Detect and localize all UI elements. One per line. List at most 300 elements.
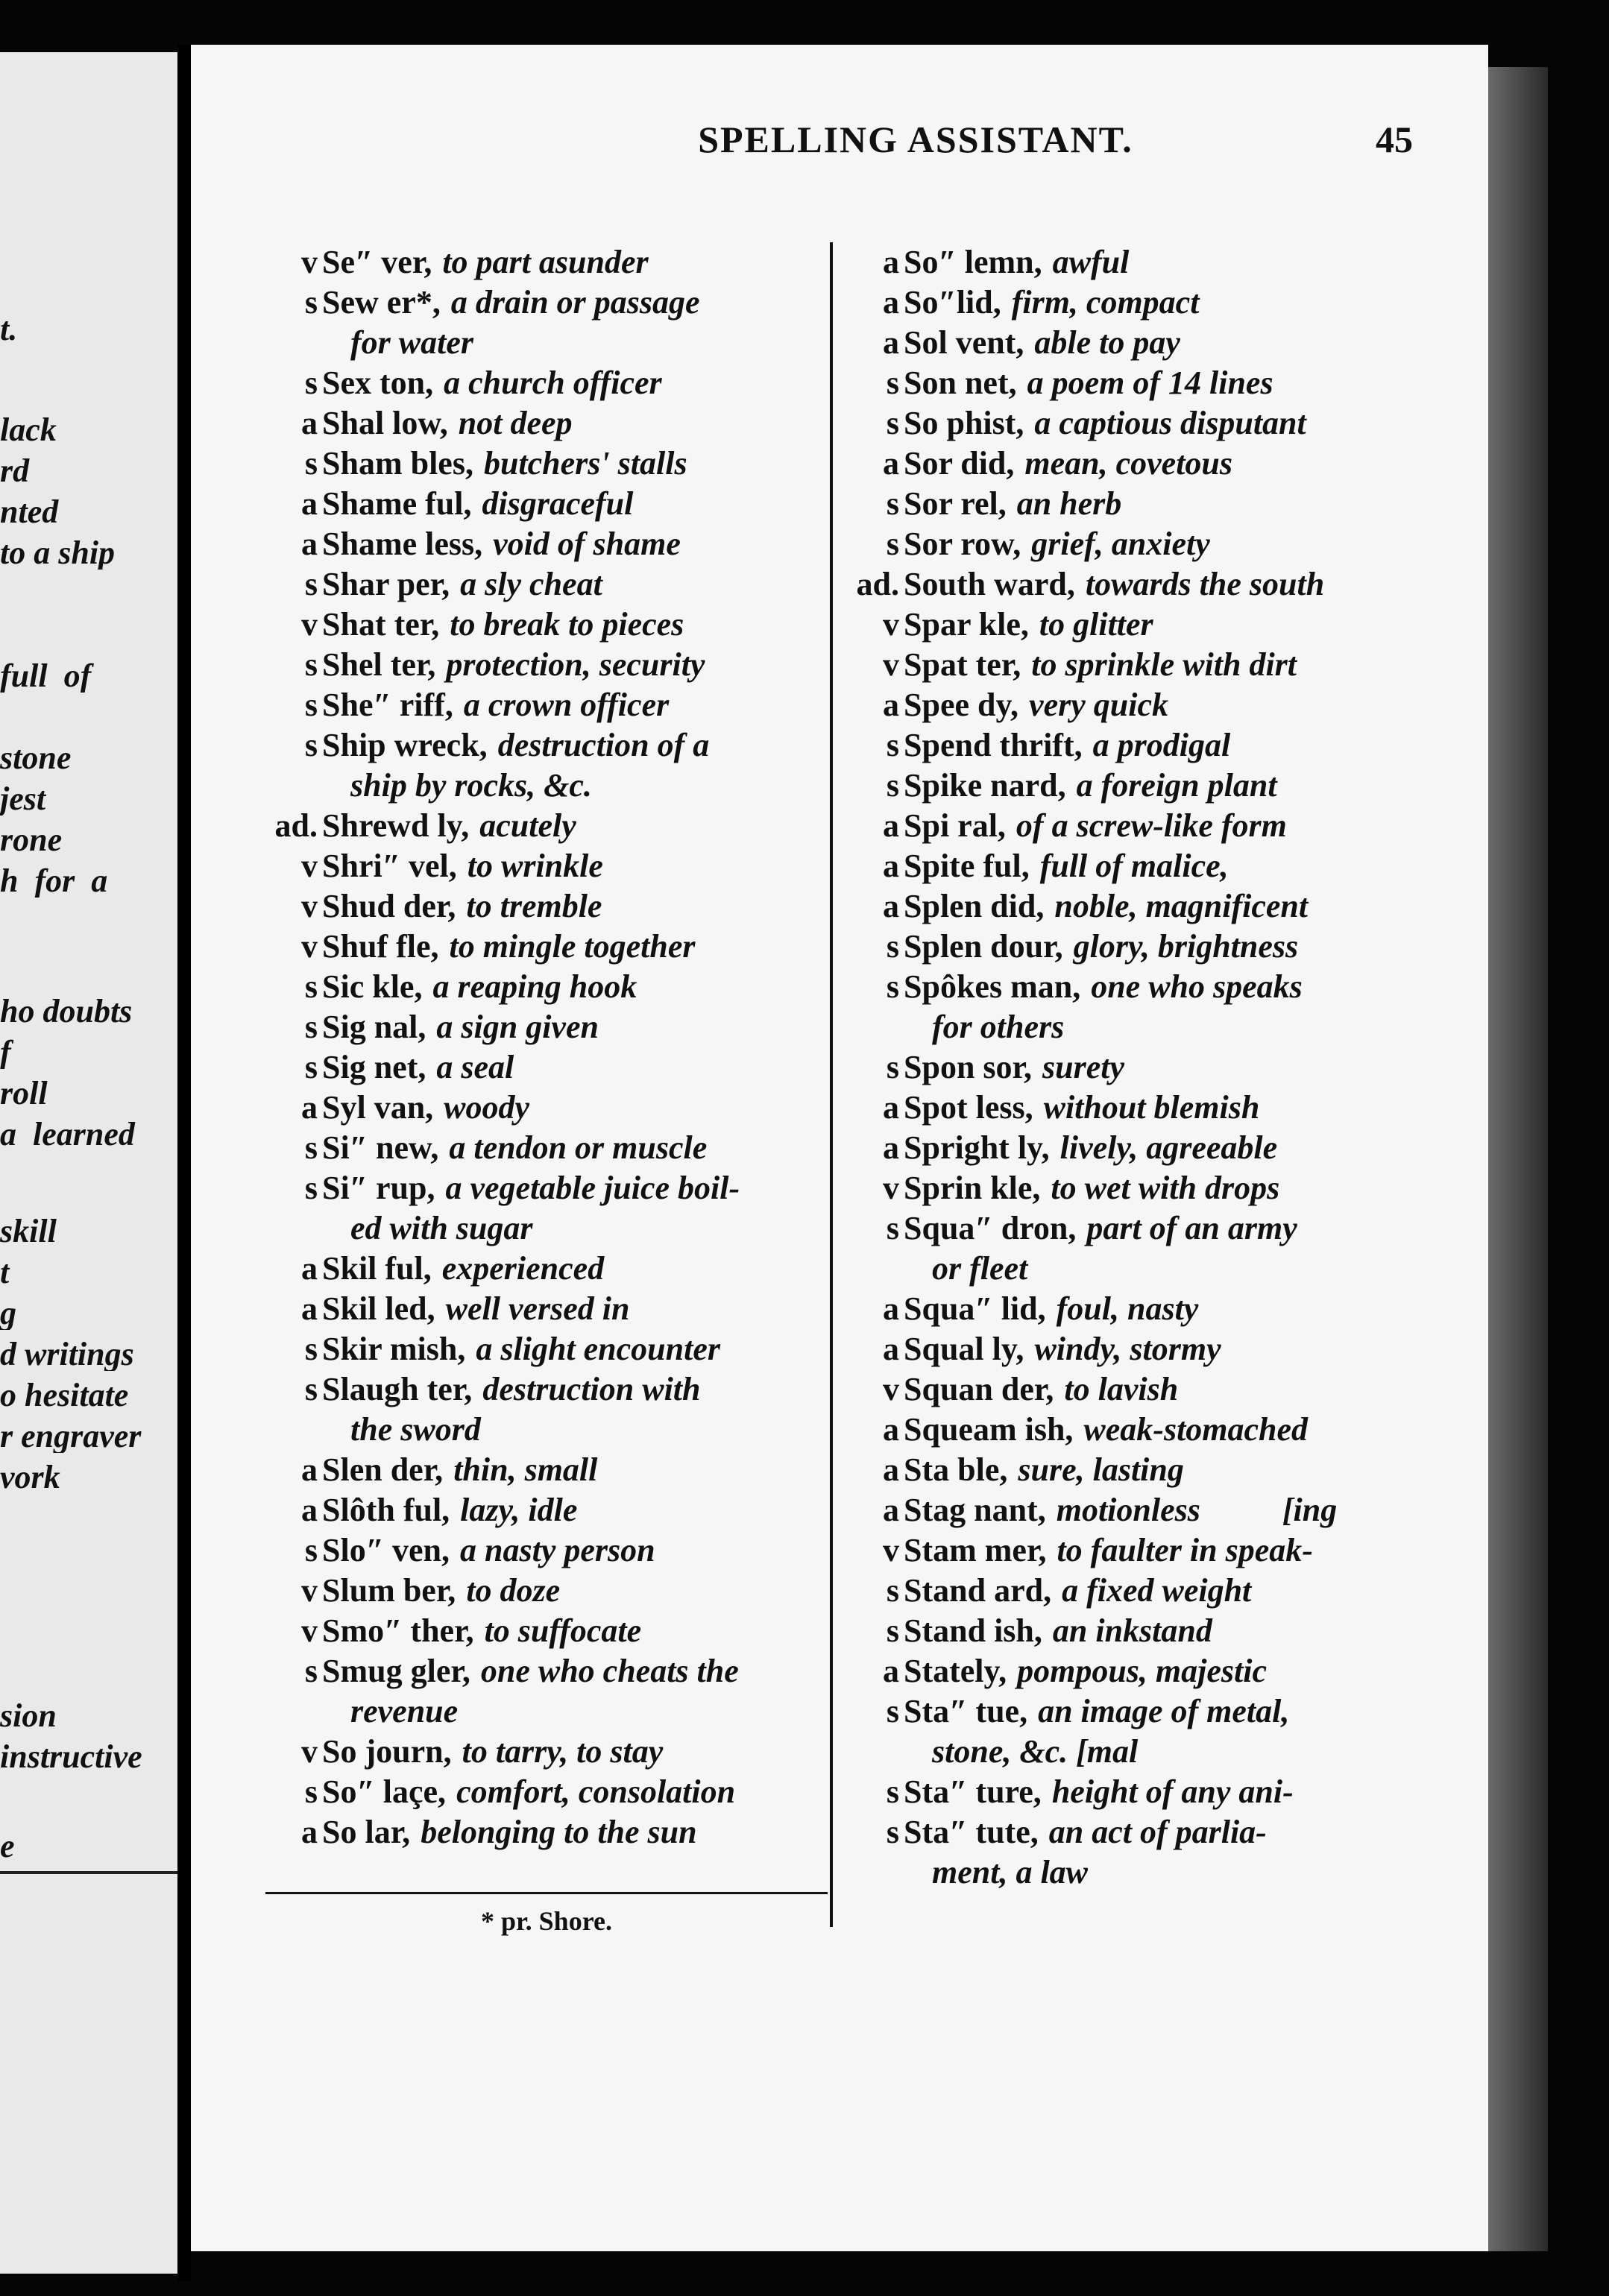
left-page-fragment: d writings — [0, 1338, 134, 1371]
headword: Sor did, — [904, 445, 1015, 482]
headword: Sprin kle, — [904, 1170, 1041, 1206]
part-of-speech: s — [886, 1612, 899, 1649]
dictionary-entry — [254, 1047, 828, 1088]
part-of-speech: a — [883, 1653, 899, 1689]
headword: Sig nal, — [322, 1009, 426, 1045]
part-of-speech: a — [883, 324, 899, 361]
definition: a captious disputant — [1034, 405, 1306, 441]
dictionary-entry — [835, 605, 1402, 645]
definition: a church officer — [444, 365, 662, 401]
part-of-speech: a — [883, 1331, 899, 1367]
headword: Son net, — [904, 365, 1017, 401]
part-of-speech: v — [301, 606, 318, 643]
headword: Sor row, — [904, 526, 1021, 562]
headword: Ship wreck, — [322, 727, 488, 763]
part-of-speech: s — [886, 968, 899, 1005]
part-of-speech: a — [883, 1089, 899, 1126]
part-of-speech: a — [301, 1290, 318, 1327]
dictionary-entry — [835, 1651, 1402, 1691]
dictionary-entry — [835, 725, 1402, 766]
dictionary-entry — [835, 1208, 1402, 1249]
headword: So lar, — [322, 1814, 411, 1850]
part-of-speech: s — [886, 405, 899, 441]
headword: Sic kle, — [322, 968, 423, 1005]
definition: woody — [444, 1089, 530, 1126]
headword: Syl van, — [322, 1089, 434, 1126]
definition: to lavish — [1064, 1371, 1179, 1407]
definition: a vegetable juice boil- — [445, 1170, 740, 1206]
part-of-speech: v — [301, 1733, 318, 1770]
dictionary-entry — [835, 685, 1402, 725]
headword: Skil ful, — [322, 1250, 432, 1287]
part-of-speech: v — [883, 1371, 899, 1407]
definition: glory, brightness — [1073, 928, 1299, 965]
definition: able to pay — [1034, 324, 1180, 361]
part-of-speech: s — [304, 284, 318, 321]
headword: Slo″ ven, — [322, 1532, 450, 1568]
definition: to mingle together — [449, 928, 696, 965]
definition: disgraceful — [482, 485, 634, 522]
dictionary-entry — [835, 524, 1402, 564]
part-of-speech: v — [301, 1612, 318, 1649]
definition: thin, small — [453, 1451, 598, 1488]
binding-gutter — [177, 45, 191, 2281]
definition: very quick — [1029, 687, 1168, 723]
definition: comfort, consolation — [456, 1773, 736, 1810]
definition: grief, anxiety — [1031, 526, 1210, 562]
definition: lively, agreeable — [1059, 1129, 1278, 1166]
dictionary-entry — [254, 484, 828, 524]
dictionary-entry — [254, 1571, 828, 1611]
part-of-speech: s — [304, 1170, 318, 1206]
definition: one who speaks — [1091, 968, 1303, 1005]
dictionary-entry — [835, 1168, 1402, 1208]
page-number: 45 — [1376, 119, 1413, 160]
part-of-speech: v — [301, 1572, 318, 1609]
headword: Stag nant, — [904, 1492, 1046, 1528]
part-of-speech: a — [301, 1250, 318, 1287]
definition: a tendon or muscle — [449, 1129, 708, 1166]
dictionary-entry — [254, 524, 828, 564]
headword: Sta″ ture, — [904, 1773, 1042, 1810]
part-of-speech: s — [304, 727, 318, 763]
left-page-fragment: vork — [0, 1461, 60, 1494]
page-header — [191, 118, 1488, 170]
headword: So″lid, — [904, 284, 1001, 321]
definition: without blemish — [1043, 1089, 1260, 1126]
part-of-speech: s — [886, 365, 899, 401]
definition: to suffocate — [484, 1612, 642, 1649]
definition: a crown officer — [463, 687, 670, 723]
part-of-speech: v — [301, 888, 318, 924]
definition: belonging to the sun — [421, 1814, 697, 1850]
entry-continuation — [254, 1691, 828, 1732]
part-of-speech: s — [304, 445, 318, 482]
part-of-speech: a — [883, 1129, 899, 1166]
entry-continuation — [254, 766, 828, 806]
definition: to tremble — [466, 888, 602, 924]
dictionary-entry — [835, 403, 1402, 444]
part-of-speech: a — [301, 405, 318, 441]
definition: an herb — [1016, 485, 1122, 522]
footnote-rule — [265, 1892, 828, 1894]
dictionary-entry — [835, 1450, 1402, 1490]
part-of-speech: s — [886, 1210, 899, 1246]
dictionary-entry — [254, 283, 828, 323]
definition: to break to pieces — [450, 606, 684, 643]
definition: to glitter — [1039, 606, 1153, 643]
headword: Splen did, — [904, 888, 1045, 924]
headword: Shal low, — [322, 405, 448, 441]
part-of-speech: a — [301, 1089, 318, 1126]
dictionary-entry — [835, 1691, 1402, 1732]
part-of-speech: s — [886, 1693, 899, 1729]
definition: towards the south — [1085, 566, 1325, 602]
part-of-speech: a — [883, 807, 899, 844]
part-of-speech: a — [301, 526, 318, 562]
dictionary-entry — [835, 484, 1402, 524]
headword: Shel ter, — [322, 646, 436, 683]
entry-continuation — [254, 323, 828, 363]
dictionary-entry — [835, 1571, 1402, 1611]
headword: Squal ly, — [904, 1331, 1024, 1367]
headword: Stand ish, — [904, 1612, 1042, 1649]
headword: Sol vent, — [904, 324, 1024, 361]
part-of-speech: s — [304, 646, 318, 683]
headword: Stand ard, — [904, 1572, 1052, 1609]
definition: surety — [1042, 1049, 1125, 1085]
headword: Stam mer, — [904, 1532, 1047, 1568]
dictionary-entry — [254, 886, 828, 927]
definition: to wet with drops — [1051, 1170, 1280, 1206]
continuation-text: ship by rocks, &c. — [350, 767, 592, 804]
continuation-text: ment, a law — [932, 1854, 1089, 1890]
definition: a nasty person — [460, 1532, 655, 1568]
definition: pompous, majestic — [1017, 1653, 1268, 1689]
entry-continuation — [835, 1249, 1402, 1289]
definition: full of malice, — [1039, 848, 1229, 884]
headword: Squa″ lid, — [904, 1290, 1046, 1327]
part-of-speech: a — [883, 1451, 899, 1488]
definition: a poem of 14 lines — [1027, 365, 1273, 401]
left-page-fragment: t — [0, 1256, 10, 1289]
definition: height of any ani- — [1051, 1773, 1294, 1810]
part-of-speech: a — [883, 1492, 899, 1528]
headword: Skil led, — [322, 1290, 435, 1327]
entry-continuation — [835, 1732, 1402, 1772]
definition: protection, security — [446, 646, 705, 683]
headword: Sta ble, — [904, 1451, 1008, 1488]
part-of-speech: v — [301, 848, 318, 884]
entry-continuation — [254, 1410, 828, 1450]
part-of-speech: s — [886, 485, 899, 522]
dictionary-entry — [835, 283, 1402, 323]
dictionary-entry — [254, 1611, 828, 1651]
definition: destruction with — [482, 1371, 701, 1407]
headword: Shame ful, — [322, 485, 472, 522]
dictionary-entry — [254, 1732, 828, 1772]
headword: Slaugh ter, — [322, 1371, 473, 1407]
dictionary-entry — [254, 564, 828, 605]
headword: Splen dour, — [904, 928, 1063, 965]
dictionary-entry — [254, 242, 828, 283]
part-of-speech: a — [301, 485, 318, 522]
column-rule — [830, 242, 833, 1927]
continuation-text: for others — [932, 1009, 1065, 1045]
headword: Sta″ tute, — [904, 1814, 1039, 1850]
entry-continuation — [254, 1208, 828, 1249]
headword: Smo″ ther, — [322, 1612, 474, 1649]
dictionary-entry — [254, 1651, 828, 1691]
headword: Stately, — [904, 1653, 1007, 1689]
dictionary-entry — [254, 927, 828, 967]
left-page-fragment: roll — [0, 1077, 48, 1110]
part-of-speech: a — [883, 244, 899, 280]
left-page-fragment: o hesitate — [0, 1379, 129, 1412]
definition: to faulter in speak- — [1057, 1532, 1313, 1568]
part-of-speech: s — [304, 365, 318, 401]
definition: a reaping hook — [432, 968, 637, 1005]
dictionary-entry — [835, 1530, 1402, 1571]
dictionary-entry — [254, 1490, 828, 1530]
definition: mean, covetous — [1024, 445, 1233, 482]
definition: to tarry, to stay — [462, 1733, 664, 1770]
dictionary-entry — [835, 886, 1402, 927]
dictionary-entry — [835, 1128, 1402, 1168]
dictionary-entry — [835, 1611, 1402, 1651]
part-of-speech: v — [883, 1532, 899, 1568]
headword: So″ lemn, — [904, 244, 1042, 280]
part-of-speech: ad. — [856, 566, 899, 602]
headword: Spright ly, — [904, 1129, 1050, 1166]
part-of-speech: a — [301, 1492, 318, 1528]
left-page-fragment: e — [0, 1830, 15, 1863]
left-page-fragment: ho doubts — [0, 995, 133, 1028]
dictionary-entry — [254, 1088, 828, 1128]
dictionary-entry — [835, 1490, 1402, 1530]
part-of-speech: v — [883, 606, 899, 643]
dictionary-entry — [254, 1450, 828, 1490]
left-page-fragment: f — [0, 1036, 11, 1069]
part-of-speech: a — [883, 888, 899, 924]
definition: a slight encounter — [476, 1331, 720, 1367]
dictionary-entry — [254, 403, 828, 444]
headword: Shar per, — [322, 566, 450, 602]
definition: a sign given — [436, 1009, 599, 1045]
part-of-speech: s — [304, 1371, 318, 1407]
part-of-speech: a — [883, 1411, 899, 1448]
dictionary-entry — [835, 1289, 1402, 1329]
dictionary-entry — [835, 1329, 1402, 1369]
left-page-fragment: a learned — [0, 1118, 135, 1151]
part-of-speech: s — [304, 1009, 318, 1045]
dictionary-entry — [254, 685, 828, 725]
dictionary-entry — [254, 1369, 828, 1410]
dictionary-entry — [254, 1530, 828, 1571]
dictionary-entry — [254, 1329, 828, 1369]
dictionary-entry — [254, 1812, 828, 1852]
part-of-speech: v — [301, 244, 318, 280]
part-of-speech: s — [886, 767, 899, 804]
left-page-fragment: t. — [0, 313, 18, 346]
headword: Sham bles, — [322, 445, 473, 482]
part-of-speech: s — [886, 1773, 899, 1810]
headword: Spike nard, — [904, 767, 1066, 804]
headword: Skir mish, — [322, 1331, 466, 1367]
definition: experienced — [441, 1250, 605, 1287]
headword: Shud der, — [322, 888, 456, 924]
headword: Shrewd ly, — [322, 807, 470, 844]
headword: So″ laçe, — [322, 1773, 447, 1810]
part-of-speech: s — [886, 727, 899, 763]
left-column — [254, 242, 828, 1852]
definition: an image of metal, — [1038, 1693, 1290, 1729]
definition: to doze — [466, 1572, 561, 1609]
headword: Spite ful, — [904, 848, 1030, 884]
right-column — [835, 242, 1402, 1893]
continuation-text: ed with sugar — [350, 1210, 533, 1246]
definition: destruction of a — [497, 727, 710, 763]
part-of-speech: s — [304, 1129, 318, 1166]
headword: Si″ new, — [322, 1129, 439, 1166]
part-of-speech: ad. — [274, 807, 318, 844]
part-of-speech: s — [304, 1653, 318, 1689]
part-of-speech: s — [886, 1572, 899, 1609]
definition: void of shame — [493, 526, 681, 562]
left-page-fragment: h for a — [0, 865, 108, 898]
definition: sure, lasting — [1018, 1451, 1184, 1488]
headword: Slum ber, — [322, 1572, 456, 1609]
continuation-text: for water — [350, 324, 473, 361]
dictionary-entry — [254, 645, 828, 685]
headword: Shame less, — [322, 526, 483, 562]
headword: She″ riff, — [322, 687, 453, 723]
left-page-fragment: jest — [0, 783, 46, 816]
dictionary-entry — [835, 242, 1402, 283]
dictionary-entry — [254, 363, 828, 403]
left-facing-page — [0, 52, 186, 2274]
continuation-text: the sword — [350, 1411, 481, 1448]
dictionary-entry — [254, 1772, 828, 1812]
dictionary-entry — [835, 806, 1402, 846]
headword: So phist, — [904, 405, 1024, 441]
headword: Spot less, — [904, 1089, 1033, 1126]
headword: So journ, — [322, 1733, 452, 1770]
part-of-speech: v — [301, 928, 318, 965]
page-edge-shadow — [1488, 67, 1548, 2251]
entry-continuation — [835, 1852, 1402, 1893]
headword: South ward, — [904, 566, 1075, 602]
definition: well versed in — [445, 1290, 630, 1327]
definition: windy, stormy — [1034, 1331, 1221, 1367]
headword: Spat ter, — [904, 646, 1021, 683]
dictionary-entry — [835, 927, 1402, 967]
dictionary-entry — [835, 1772, 1402, 1812]
part-of-speech: s — [886, 1049, 899, 1085]
dictionary-entry — [835, 1369, 1402, 1410]
headword: Spend thrift, — [904, 727, 1083, 763]
definition: a foreign plant — [1076, 767, 1277, 804]
left-page-fragment: skill — [0, 1215, 57, 1248]
headword: Spôkes man, — [904, 968, 1081, 1005]
definition: a drain or passage — [450, 284, 700, 321]
headword: Shat ter, — [322, 606, 440, 643]
headword: Smug gler, — [322, 1653, 470, 1689]
left-page-fragment: full of — [0, 660, 92, 693]
definition: a fixed weight — [1062, 1572, 1252, 1609]
definition: a sly cheat — [460, 566, 602, 602]
entry-continuation — [835, 1007, 1402, 1047]
dictionary-entry — [835, 1088, 1402, 1128]
footnote: * pr. Shore. — [480, 1906, 613, 1936]
headword: Squeam ish, — [904, 1411, 1074, 1448]
definition: to sprinkle with dirt — [1031, 646, 1297, 683]
headword: Spi ral, — [904, 807, 1006, 844]
dictionary-entry — [835, 645, 1402, 685]
left-page-fragment: to a ship — [0, 537, 116, 570]
headword: Si″ rup, — [322, 1170, 435, 1206]
dictionary-entry — [254, 444, 828, 484]
part-of-speech: a — [883, 284, 899, 321]
headword: Sew er*, — [322, 284, 441, 321]
part-of-speech: s — [304, 1331, 318, 1367]
continuation-text: revenue — [350, 1693, 459, 1729]
dictionary-entry — [835, 1812, 1402, 1852]
dictionary-entry — [835, 967, 1402, 1007]
headword: Sta″ tue, — [904, 1693, 1028, 1729]
dictionary-entry — [254, 1249, 828, 1289]
part-of-speech: a — [883, 687, 899, 723]
part-of-speech: s — [304, 1773, 318, 1810]
definition: foul, nasty — [1056, 1290, 1199, 1327]
dictionary-entry — [835, 1047, 1402, 1088]
headword: Squan der, — [904, 1371, 1054, 1407]
dictionary-entry — [835, 363, 1402, 403]
part-of-speech: s — [304, 968, 318, 1005]
headword: Slen der, — [322, 1451, 444, 1488]
left-page-fragment: rd — [0, 455, 30, 488]
part-of-speech: a — [883, 445, 899, 482]
left-page-fragment: g — [0, 1297, 16, 1330]
left-page-fragment: rone — [0, 824, 63, 857]
part-of-speech: a — [301, 1451, 318, 1488]
headword: Spon sor, — [904, 1049, 1033, 1085]
definition: motionless [ing — [1056, 1492, 1338, 1528]
headword: Sor rel, — [904, 485, 1007, 522]
dictionary-entry — [254, 1007, 828, 1047]
dictionary-entry — [835, 564, 1402, 605]
part-of-speech: a — [883, 1290, 899, 1327]
part-of-speech: s — [304, 566, 318, 602]
left-page-fragment: instructive — [0, 1741, 142, 1773]
definition: to part asunder — [442, 244, 649, 280]
definition: a prodigal — [1092, 727, 1231, 763]
dictionary-entry — [835, 323, 1402, 363]
left-page-fragment: r engraver — [0, 1420, 142, 1453]
dictionary-entry — [254, 846, 828, 886]
left-page-rule — [0, 1871, 186, 1874]
dictionary-entry — [254, 1289, 828, 1329]
dictionary-entry — [835, 846, 1402, 886]
headword: Sex ton, — [322, 365, 434, 401]
headword: Se″ ver, — [322, 244, 432, 280]
part-of-speech: s — [304, 687, 318, 723]
part-of-speech: s — [886, 526, 899, 562]
dictionary-entry — [835, 1410, 1402, 1450]
definition: lazy, idle — [460, 1492, 578, 1528]
definition: not deep — [458, 405, 573, 441]
headword: Sig net, — [322, 1049, 426, 1085]
